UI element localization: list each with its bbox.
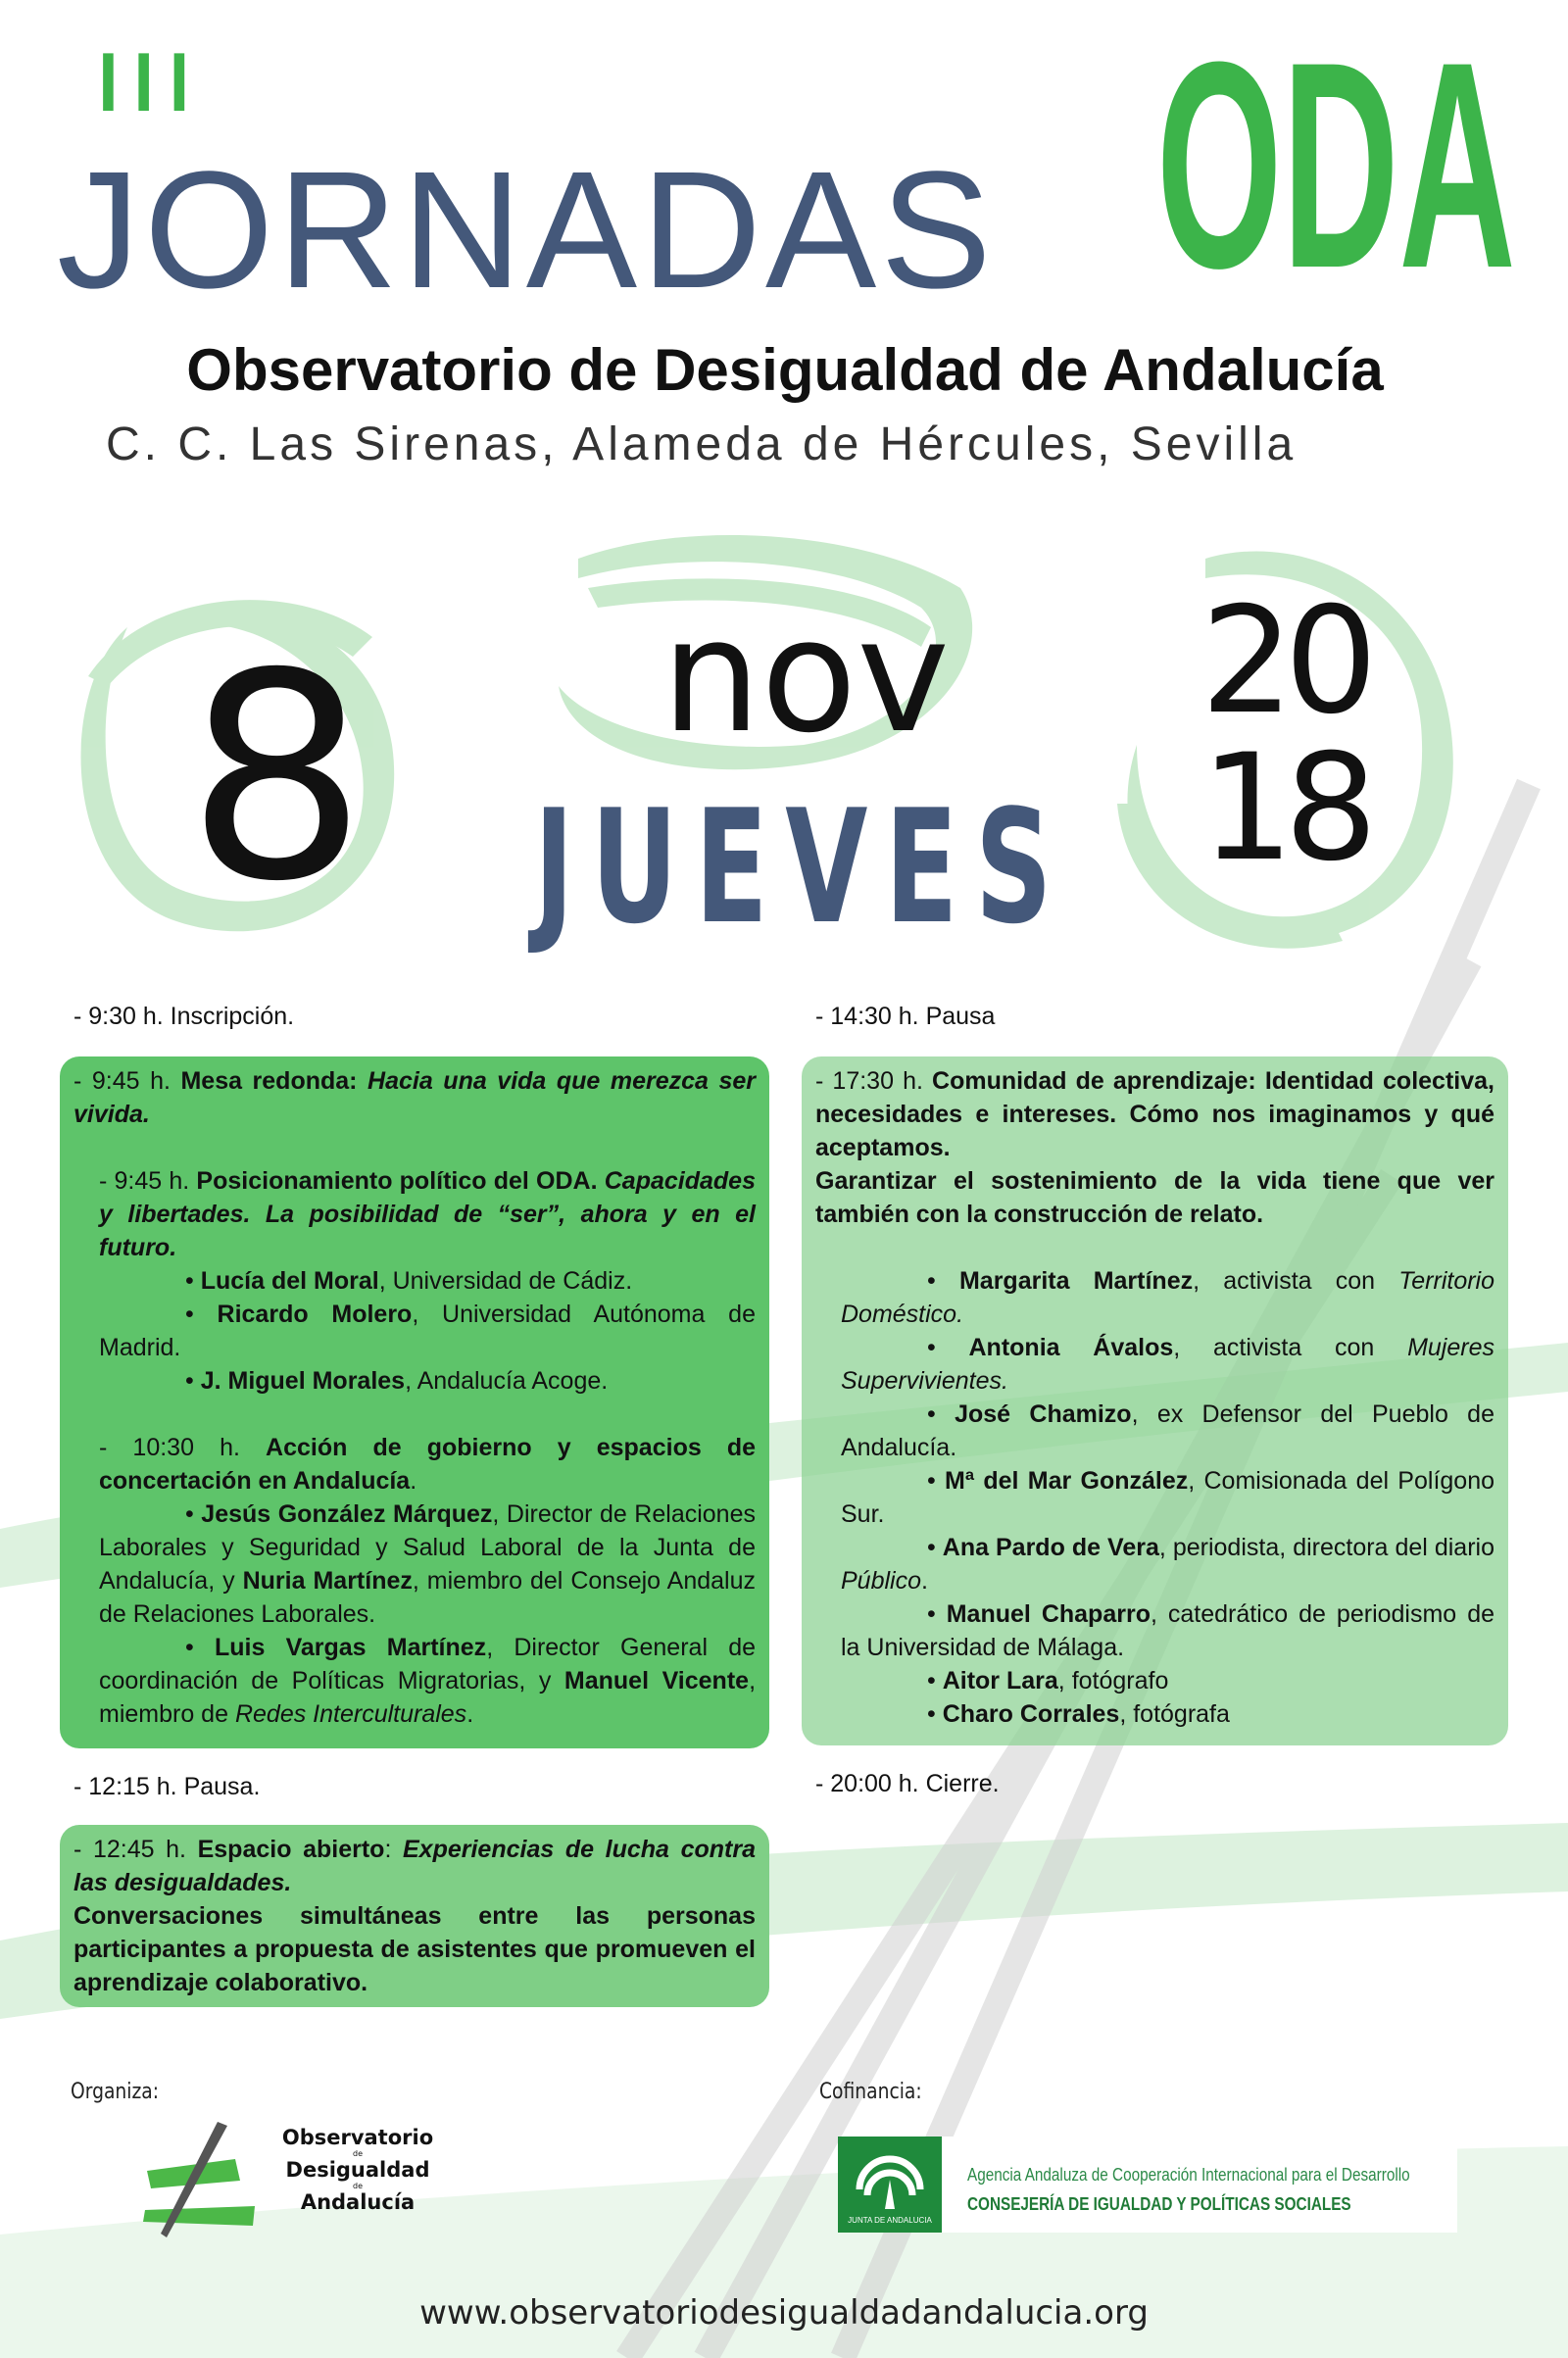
program-paragraph [74,1899,756,1999]
website-link[interactable]: www.observatoriodesigualdadandalucia.org [419,2293,1149,2333]
bold-text: J. Miguel Morales [200,1367,406,1395]
agency-name: Agencia Andaluza de Cooperación Internacional para el Desarrollo [967,2165,1410,2185]
text: , activista con [1173,1334,1408,1361]
oda-logo: Observatorio de Desigualdad de Andalucía [137,2122,470,2239]
program-paragraph [74,1431,756,1498]
text: Mujeres Supervivientes. [841,1334,1494,1395]
ministry-name: CONSEJERÍA DE IGUALDAD Y POLÍTICAS SOCIALES [967,2194,1351,2214]
date-month: nov [662,584,950,767]
text: , miembro del Consejo Andaluz de Relaciones Laborales. [99,1567,756,1628]
bold-text: Espacio abierto [197,1836,385,1863]
cofunder-label: Cofinancia: [819,2080,922,2104]
bold-text: Margarita Martínez [958,1267,1194,1295]
text: . [921,1567,928,1595]
text: Territorio Doméstico. [841,1267,1495,1328]
text: • [927,1267,959,1295]
bold-text: Antonia Ávalos [968,1334,1174,1361]
spacer [74,1398,756,1431]
text: - 10:30 h. [99,1434,267,1461]
bold-text: Conversaciones simultáneas entre las personas participantes a propuesta de asistentes que promueven el aprendizaje colaborativo. [74,1902,756,1996]
closing-item: - 20:00 h. Cierre. [815,1770,1000,1797]
registration-item: - 9:30 h. Inscripción. [74,1003,295,1030]
text: , Director General de coordinación de Políticas Migratorias, y [99,1634,757,1695]
program-paragraph [815,1264,1494,1331]
text: . [410,1467,417,1495]
text: , catedrático de periodismo de la Universidad de Málaga. [841,1600,1494,1661]
bold-text: Posicionamiento político del ODA. [196,1167,605,1195]
program-paragraph [74,1164,756,1264]
bold-text: Manuel Vicente [564,1667,750,1695]
text: : [384,1836,403,1863]
text: • [185,1367,201,1395]
roundtable-box [60,1056,769,1748]
bold-text: Mª del Mar González [945,1467,1189,1495]
program-paragraph [74,1498,756,1631]
bold-text: Aitor Lara [942,1667,1058,1695]
edition-number: III [98,38,205,129]
bold-text: Ricardo Molero [217,1301,413,1328]
text: , ex Defensor del Pueblo de Andalucía. [841,1400,1494,1461]
spacer [815,1231,1494,1264]
community-box [802,1056,1508,1745]
text: • [185,1301,218,1328]
text: , fotógrafa [1119,1700,1230,1728]
text: • [927,1400,956,1428]
program-paragraph [815,1398,1494,1464]
open-space-box [60,1825,769,2007]
program-paragraph [74,1364,756,1398]
text: . [466,1700,474,1728]
bold-text: Capacidades y libertades. La posibilidad de “ser”, ahora y en el futuro. [99,1167,756,1261]
text: • [927,1334,969,1361]
text: , Comisionada del Polígono Sur. [841,1467,1494,1528]
organizer-label: Organiza: [71,2080,160,2104]
text: • [927,1534,943,1561]
text: , activista con [1193,1267,1399,1295]
program-paragraph [815,1331,1494,1398]
brand-oda: ODA [1156,0,1516,329]
bold-text: Lucía del Moral [200,1267,379,1295]
bold-text: Jesús González Márquez [201,1500,493,1528]
program-paragraph [815,1531,1494,1597]
bold-text: Experiencias de lucha contra las desigualdades. [74,1836,756,1896]
text: Redes Interculturales [234,1700,467,1728]
bold-text: Hacia una vida que merezca ser vivida. [74,1067,757,1128]
year-top: 20 [1200,576,1368,747]
lunch-break-item: - 12:15 h. Pausa. [74,1773,261,1800]
text: • [185,1267,201,1295]
text: - 17:30 h. [815,1067,933,1095]
text: • [927,1467,946,1495]
text: , Universidad Autónoma de Madrid. [99,1301,756,1361]
year-bottom: 18 [1200,723,1368,894]
junta-andalucia-logo [838,2137,1457,2233]
bold-text: Charo Corrales [942,1700,1120,1728]
text: , miembro de [99,1667,757,1728]
program-paragraph [815,1664,1494,1697]
text: • [927,1700,943,1728]
bold-text: Manuel Chaparro [946,1600,1151,1628]
bold-text: Acción de gobierno y espacios de concertación en Andalucía [99,1434,757,1495]
bold-text: Nuria Martínez [242,1567,413,1595]
spacer [74,1131,756,1164]
program-paragraph [74,1631,756,1731]
text: • [185,1634,215,1661]
text: , fotógrafo [1057,1667,1169,1695]
date-day: 8 [186,614,368,944]
program-paragraph [815,1597,1494,1664]
oda-brush-icon [137,2122,274,2239]
text: - 12:45 h. [74,1836,198,1863]
text: , periodista, directora del diario [1158,1534,1494,1561]
program-paragraph [815,1064,1494,1164]
text: - 9:45 h. [74,1067,181,1095]
program-paragraph [815,1464,1494,1531]
program-right-column [802,1000,1508,1800]
date-weekday: JUEVES [534,775,1070,958]
program-paragraph [74,1833,756,1899]
venue-address: C. C. Las Sirenas, Alameda de Hércules, Sevilla [106,418,1298,470]
bold-text: Luis Vargas Martínez [214,1634,487,1661]
junta-emblem-icon: JUNTA DE ANDALUCIA [838,2137,942,2233]
program-paragraph [815,1164,1494,1231]
text: • [927,1600,947,1628]
program-left-column [60,1000,769,2007]
afternoon-break-item: - 14:30 h. Pausa [815,1003,996,1030]
bold-text: Comunidad de aprendizaje: Identidad colectiva, necesidades e intereses. Cómo nos imaginamos y qué aceptamos. [815,1067,1494,1161]
organization-name: Observatorio de Desigualdad de Andalucía [186,337,1384,403]
date-year [1200,576,1416,894]
text: • [927,1667,943,1695]
text: • [185,1500,202,1528]
program-paragraph [815,1697,1494,1731]
program-paragraph [74,1298,756,1364]
text: , Director de Relaciones Laborales y Seguridad y Salud Laboral de la Junta de Andalucía, y [99,1500,756,1595]
bold-text: Garantizar el sostenimiento de la vida tiene que ver también con la construcción de relato. [815,1167,1494,1228]
text: , Universidad de Cádiz. [378,1267,633,1295]
text: Público [841,1567,921,1595]
bold-text: Ana Pardo de Vera [942,1534,1159,1561]
bold-text: Mesa redonda: [180,1067,368,1095]
program-paragraph [74,1264,756,1298]
event-title: JORNADAS [57,137,996,323]
program-paragraph [74,1064,756,1131]
bold-text: José Chamizo [955,1400,1132,1428]
text: - 9:45 h. [99,1167,197,1195]
text: , Andalucía Acoge. [405,1367,609,1395]
